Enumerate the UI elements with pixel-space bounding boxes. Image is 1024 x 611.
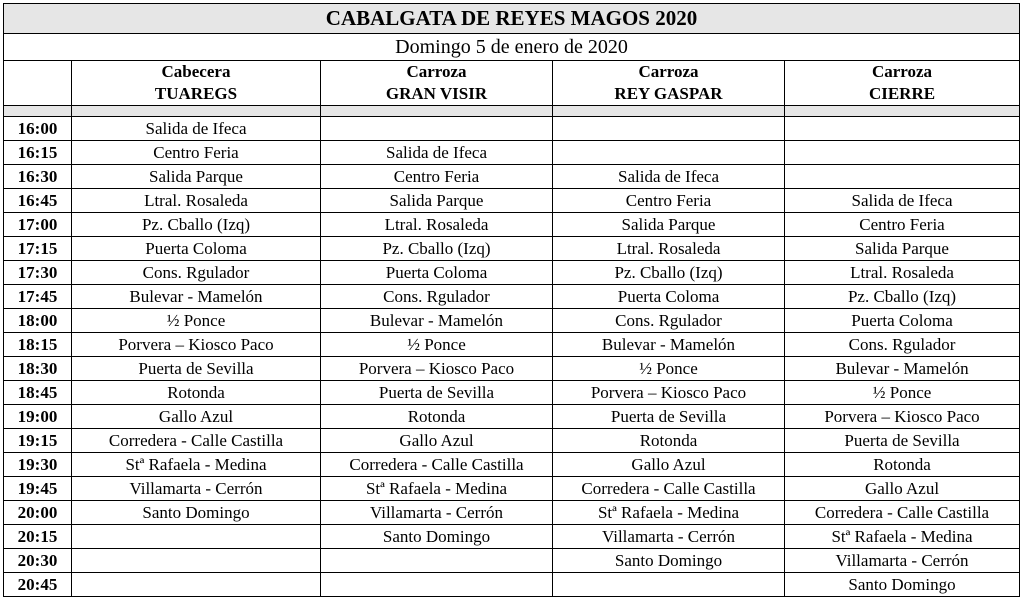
route-cell: Porvera – Kiosco Paco [321,357,553,381]
route-cell: ½ Ponce [785,381,1020,405]
route-cell: Salida Parque [785,237,1020,261]
route-cell: Pz. Cballo (Izq) [785,285,1020,309]
route-cell: Corredera - Calle Castilla [321,453,553,477]
route-cell: Rotonda [553,429,785,453]
route-cell: Centro Feria [553,189,785,213]
table-row [4,453,1020,477]
route-cell: Stª Rafaela - Medina [321,477,553,501]
column-header-tuaregs [72,61,321,106]
route-cell: Cons. Rgulador [785,333,1020,357]
route-cell: Santo Domingo [785,573,1020,597]
route-cell: Bulevar - Mamelón [785,357,1020,381]
route-cell: Cons. Rgulador [553,309,785,333]
route-cell: Stª Rafaela - Medina [72,453,321,477]
table-row [4,381,1020,405]
route-cell: Pz. Cballo (Izq) [553,261,785,285]
table-row [4,429,1020,453]
time-cell: 20:45 [4,573,72,597]
route-cell: Villamarta - Cerrón [553,525,785,549]
route-cell [553,141,785,165]
route-cell: Villamarta - Cerrón [321,501,553,525]
time-cell: 16:30 [4,165,72,189]
table-row [4,285,1020,309]
column-header-line2: TUAREGS [154,84,238,103]
route-cell: Salida de Ifeca [553,165,785,189]
table-row [4,573,1020,597]
time-cell: 18:15 [4,333,72,357]
route-cell: Salida de Ifeca [321,141,553,165]
route-cell: Stª Rafaela - Medina [553,501,785,525]
page-title: CABALGATA DE REYES MAGOS 2020 [4,4,1020,34]
route-cell: Puerta de Sevilla [72,357,321,381]
time-cell: 16:00 [4,117,72,141]
time-cell: 20:00 [4,501,72,525]
schedule-table [3,3,1020,597]
column-header-line2: GRAN VISIR [385,84,488,103]
route-cell: Ltral. Rosaleda [785,261,1020,285]
route-cell: Puerta de Sevilla [321,381,553,405]
table-row [4,261,1020,285]
route-cell: Corredera - Calle Castilla [785,501,1020,525]
route-cell: Rotonda [321,405,553,429]
table-row [4,357,1020,381]
time-cell: 17:15 [4,237,72,261]
spacer-cell [321,106,553,117]
table-row [4,141,1020,165]
route-cell: Rotonda [785,453,1020,477]
route-cell: Salida Parque [72,165,321,189]
column-header-cierre [785,61,1020,106]
table-row [4,501,1020,525]
route-cell: ½ Ponce [321,333,553,357]
table-row [4,405,1020,429]
time-cell: 18:45 [4,381,72,405]
route-cell: Puerta Coloma [321,261,553,285]
spacer-cell [785,106,1020,117]
time-cell: 18:00 [4,309,72,333]
route-cell: ½ Ponce [72,309,321,333]
time-cell: 20:15 [4,525,72,549]
route-cell [72,525,321,549]
route-cell [321,549,553,573]
route-cell [785,165,1020,189]
route-cell [553,573,785,597]
page-subtitle: Domingo 5 de enero de 2020 [4,34,1020,61]
column-header-gran-visir [321,61,553,106]
route-cell: Villamarta - Cerrón [785,549,1020,573]
table-row [4,237,1020,261]
spacer-row [4,106,1020,117]
route-cell: Bulevar - Mamelón [321,309,553,333]
route-cell: Puerta Coloma [72,237,321,261]
subtitle-row [4,34,1020,61]
route-cell: Porvera – Kiosco Paco [553,381,785,405]
time-cell: 17:45 [4,285,72,309]
route-cell: Puerta Coloma [785,309,1020,333]
route-cell: Gallo Azul [72,405,321,429]
route-cell: Centro Feria [785,213,1020,237]
spacer-cell [4,106,72,117]
route-cell: Santo Domingo [72,501,321,525]
route-cell: Bulevar - Mamelón [72,285,321,309]
title-row [4,4,1020,34]
route-cell: Corredera - Calle Castilla [72,429,321,453]
time-cell: 18:30 [4,357,72,381]
route-cell: Salida Parque [321,189,553,213]
route-cell [72,573,321,597]
route-cell: Pz. Cballo (Izq) [321,237,553,261]
route-cell: Puerta Coloma [553,285,785,309]
column-header-line1: Carroza [406,62,467,81]
route-cell [553,117,785,141]
route-cell: Stª Rafaela - Medina [785,525,1020,549]
time-cell: 16:15 [4,141,72,165]
time-cell: 17:30 [4,261,72,285]
column-header-line1: Cabecera [161,62,231,81]
route-cell [785,117,1020,141]
route-cell: Ltral. Rosaleda [553,237,785,261]
route-cell: Bulevar - Mamelón [553,333,785,357]
route-cell: Centro Feria [321,165,553,189]
route-cell: Cons. Rgulador [321,285,553,309]
route-cell: Corredera - Calle Castilla [553,477,785,501]
header-row [4,61,1020,106]
route-cell: Rotonda [72,381,321,405]
table-row [4,309,1020,333]
route-cell: Pz. Cballo (Izq) [72,213,321,237]
table-row [4,189,1020,213]
time-header-cell [4,61,72,106]
table-row [4,525,1020,549]
time-cell: 19:30 [4,453,72,477]
column-header-line2: REY GASPAR [614,84,723,103]
route-cell: Santo Domingo [321,525,553,549]
route-cell [785,141,1020,165]
table-row [4,213,1020,237]
table-row [4,549,1020,573]
route-cell [72,549,321,573]
route-cell: ½ Ponce [553,357,785,381]
route-cell: Puerta de Sevilla [553,405,785,429]
route-cell: Ltral. Rosaleda [321,213,553,237]
column-header-line1: Carroza [871,62,933,81]
route-cell: Villamarta - Cerrón [72,477,321,501]
spacer-cell [72,106,321,117]
column-header-line2: CIERRE [868,84,936,103]
route-cell: Gallo Azul [553,453,785,477]
time-cell: 20:30 [4,549,72,573]
route-cell [321,573,553,597]
spacer-cell [553,106,785,117]
route-cell: Salida de Ifeca [72,117,321,141]
route-cell: Puerta de Sevilla [785,429,1020,453]
time-cell: 16:45 [4,189,72,213]
route-cell: Santo Domingo [553,549,785,573]
route-cell: Centro Feria [72,141,321,165]
time-cell: 17:00 [4,213,72,237]
time-cell: 19:45 [4,477,72,501]
route-cell: Gallo Azul [785,477,1020,501]
table-row [4,333,1020,357]
route-cell: Ltral. Rosaleda [72,189,321,213]
route-cell [321,117,553,141]
time-cell: 19:15 [4,429,72,453]
column-header-line1: Carroza [638,62,699,81]
route-cell: Porvera – Kiosco Paco [785,405,1020,429]
route-cell: Salida de Ifeca [785,189,1020,213]
time-cell: 19:00 [4,405,72,429]
schedule-body [4,4,1020,597]
table-row [4,165,1020,189]
route-cell: Porvera – Kiosco Paco [72,333,321,357]
route-cell: Gallo Azul [321,429,553,453]
route-cell: Cons. Rgulador [72,261,321,285]
table-row [4,477,1020,501]
route-cell: Salida Parque [553,213,785,237]
table-row [4,117,1020,141]
column-header-rey-gaspar [553,61,785,106]
